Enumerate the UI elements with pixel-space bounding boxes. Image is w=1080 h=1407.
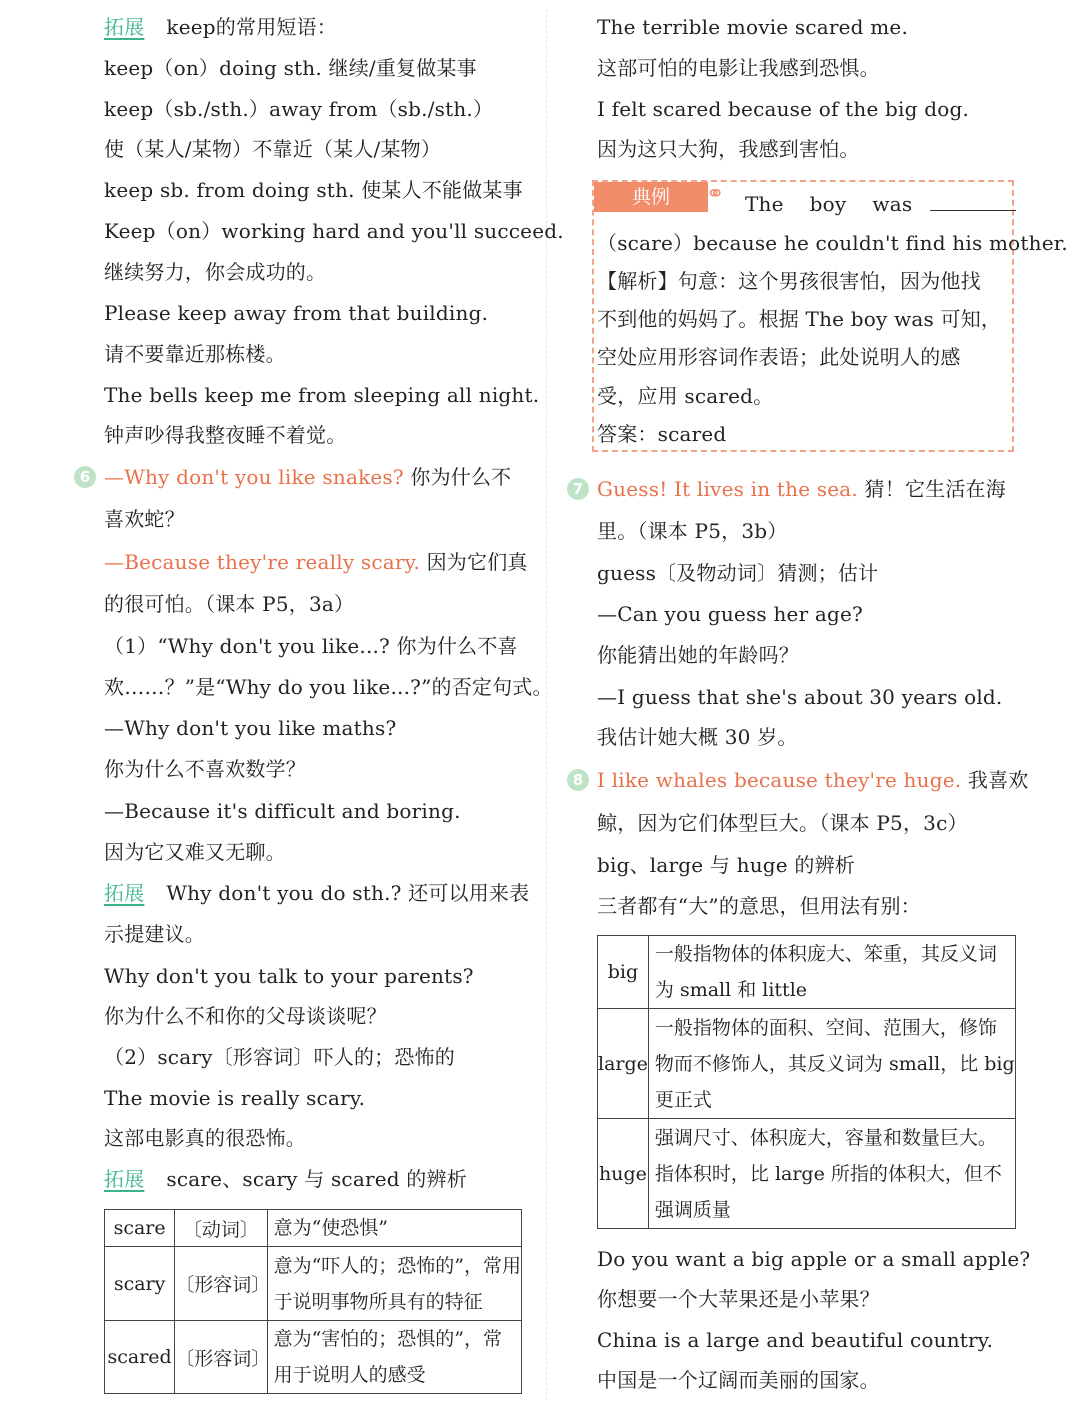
text-line: 钟声吵得我整夜睡不着觉。	[104, 423, 347, 447]
example-question-line1: The boy was	[745, 190, 1005, 218]
scare-comparison-table	[104, 1209, 522, 1394]
text-line: 你为什么不和你的父母谈谈呢？	[104, 1004, 387, 1028]
table-row	[105, 1247, 522, 1321]
extension-tag: 拓展	[104, 1167, 145, 1191]
text-line: keep（on）doing sth. 继续/重复做某事	[104, 56, 477, 80]
text-line: 我估计她大概 30 岁。	[597, 725, 798, 749]
text-line: 因为这只大狗，我感到害怕。	[597, 137, 860, 161]
text-line: keep sb. from doing sth. 使某人不能做某事	[104, 178, 523, 202]
table-row	[598, 1009, 1016, 1119]
text-line: The bells keep me from sleeping all night.	[104, 383, 540, 407]
extension-scare-comparison: 拓展 scare、scary 与 scared 的辨析	[104, 1167, 467, 1191]
text-line: 继续努力，你会成功的。	[104, 260, 327, 284]
table-row	[598, 1119, 1016, 1229]
table-cell-meaning: 意为“使恐惧”	[267, 1210, 521, 1247]
sentence-6-line1: —Why don't you like snakes? 你为什么不	[104, 465, 512, 489]
text-line: keep（sb./sth.）away from（sb./sth.）	[104, 97, 494, 121]
big-large-huge-table	[597, 935, 1016, 1229]
text-line: 中国是一个辽阔而美丽的国家。	[597, 1368, 880, 1392]
table-cell-meaning: 一般指物体的体积庞大、笨重，其反义词 为 small 和 little	[648, 936, 1015, 1009]
text-line: —Because it's difficult and boring.	[104, 799, 461, 823]
text-line: 的很可怕。（课本 P5，3a）	[104, 592, 355, 616]
example-badge: 典例	[594, 182, 708, 212]
table-cell-word: scare	[105, 1210, 175, 1247]
section-number-8: 8	[567, 769, 589, 791]
text-line: —Why don't you like maths?	[104, 716, 397, 740]
analysis-line: 受，应用 scared。	[597, 384, 774, 408]
text-line: —I guess that she's about 30 years old.	[597, 685, 1003, 709]
answer-line: 答案：scared	[597, 422, 727, 446]
text-line: Do you want a big apple or a small apple?	[597, 1247, 1031, 1271]
answer-blank	[930, 190, 1016, 211]
table-row	[105, 1321, 522, 1394]
table-cell-pos: 〔形容词〕	[175, 1321, 267, 1394]
table-cell-meaning: 意为“吓人的；恐怖的”，常用 于说明事物所具有的特征	[267, 1247, 521, 1321]
extension-keep-phrases: 拓展 keep的常用短语：	[104, 15, 337, 39]
analysis-line: 【解析】句意：这个男孩很害怕，因为他找	[597, 269, 981, 293]
text-line: 请不要靠近那栋楼。	[104, 342, 286, 366]
text-line: 示提建议。	[104, 922, 205, 946]
text-line: 里。（课本 P5，3b）	[597, 519, 788, 543]
table-cell-meaning: 意为“害怕的；恐惧的”，常 用于说明人的感受	[267, 1321, 521, 1394]
text-line: Why don't you talk to your parents?	[104, 964, 474, 988]
text-line: —Can you guess her age?	[597, 602, 863, 626]
text-line: guess〔及物动词〕猜测；估计	[597, 561, 879, 585]
text-line: （1）“Why don't you like...? 你为什么不喜	[104, 634, 518, 658]
text-line: China is a large and beautiful country.	[597, 1328, 994, 1352]
text-line: Please keep away from that building.	[104, 301, 489, 325]
link-icon: ⚭	[706, 182, 725, 207]
table-row	[105, 1210, 522, 1247]
text-line: big、large 与 huge 的辨析	[597, 853, 855, 877]
text-line: The movie is really scary.	[104, 1086, 366, 1110]
text-line: 使（某人/某物）不靠近（某人/某物）	[104, 137, 442, 161]
text-line: 因为它又难又无聊。	[104, 840, 286, 864]
table-cell-pos: 〔动词〕	[175, 1210, 267, 1247]
analysis-line: 不到他的妈妈了。根据 The boy was 可知，	[597, 307, 1002, 331]
text-line: 欢……？”是“Why do you like...?”的否定句式。	[104, 675, 553, 699]
text-line: 这部可怕的电影让我感到恐惧。	[597, 56, 880, 80]
table-cell-word: large	[598, 1009, 649, 1119]
text-line: 鲸，因为它们体型巨大。（课本 P5，3c）	[597, 811, 968, 835]
table-cell-word: huge	[598, 1119, 649, 1229]
table-cell-word: scared	[105, 1321, 175, 1394]
text-line: 你能猜出她的年龄吗？	[597, 643, 799, 667]
table-cell-word: scary	[105, 1247, 175, 1321]
table-cell-word: big	[598, 936, 649, 1009]
table-cell-meaning: 强调尺寸、体积庞大，容量和数量巨大。 指体积时，比 large 所指的体积大，但不 强调质量	[648, 1119, 1015, 1229]
analysis-line: 空处应用形容词作表语；此处说明人的感	[597, 345, 961, 369]
text-line: Keep（on）working hard and you'll succeed.	[104, 219, 564, 243]
sentence-7-line1: Guess! It lives in the sea. 猜！它生活在海	[597, 477, 1006, 501]
extension-tag: 拓展	[104, 881, 145, 905]
section-number-7: 7	[567, 478, 589, 500]
text-line: （2）scary〔形容词〕吓人的；恐怖的	[104, 1045, 455, 1069]
text-line: 你为什么不喜欢数学？	[104, 757, 306, 781]
text-line: 你想要一个大苹果还是小苹果？	[597, 1287, 880, 1311]
table-cell-meaning: 一般指物体的面积、空间、范围大，修饰 物而不修饰人，其反义词为 small，比 big 更正式	[648, 1009, 1015, 1119]
text-line: 这部电影真的很恐怖。	[104, 1126, 306, 1150]
table-cell-pos: 〔形容词〕	[175, 1247, 267, 1321]
sentence-8-line1: I like whales because they're huge. 我喜欢	[597, 768, 1029, 792]
text-line: I felt scared because of the big dog.	[597, 97, 970, 121]
section-number-6: 6	[74, 466, 96, 488]
example-question-line2: （scare）because he couldn't find his mother.	[597, 231, 1068, 255]
extension-tag: 拓展	[104, 15, 145, 39]
text-line: The terrible movie scared me.	[597, 15, 908, 39]
text-line: 喜欢蛇？	[104, 507, 185, 531]
table-row	[598, 936, 1016, 1009]
sentence-6-line2: —Because they're really scary. 因为它们真	[104, 550, 528, 574]
extension-why-dont-you: 拓展 Why don't you do sth.? 还可以用来表	[104, 881, 530, 905]
text-line: 三者都有“大”的意思，但用法有别：	[597, 894, 921, 918]
